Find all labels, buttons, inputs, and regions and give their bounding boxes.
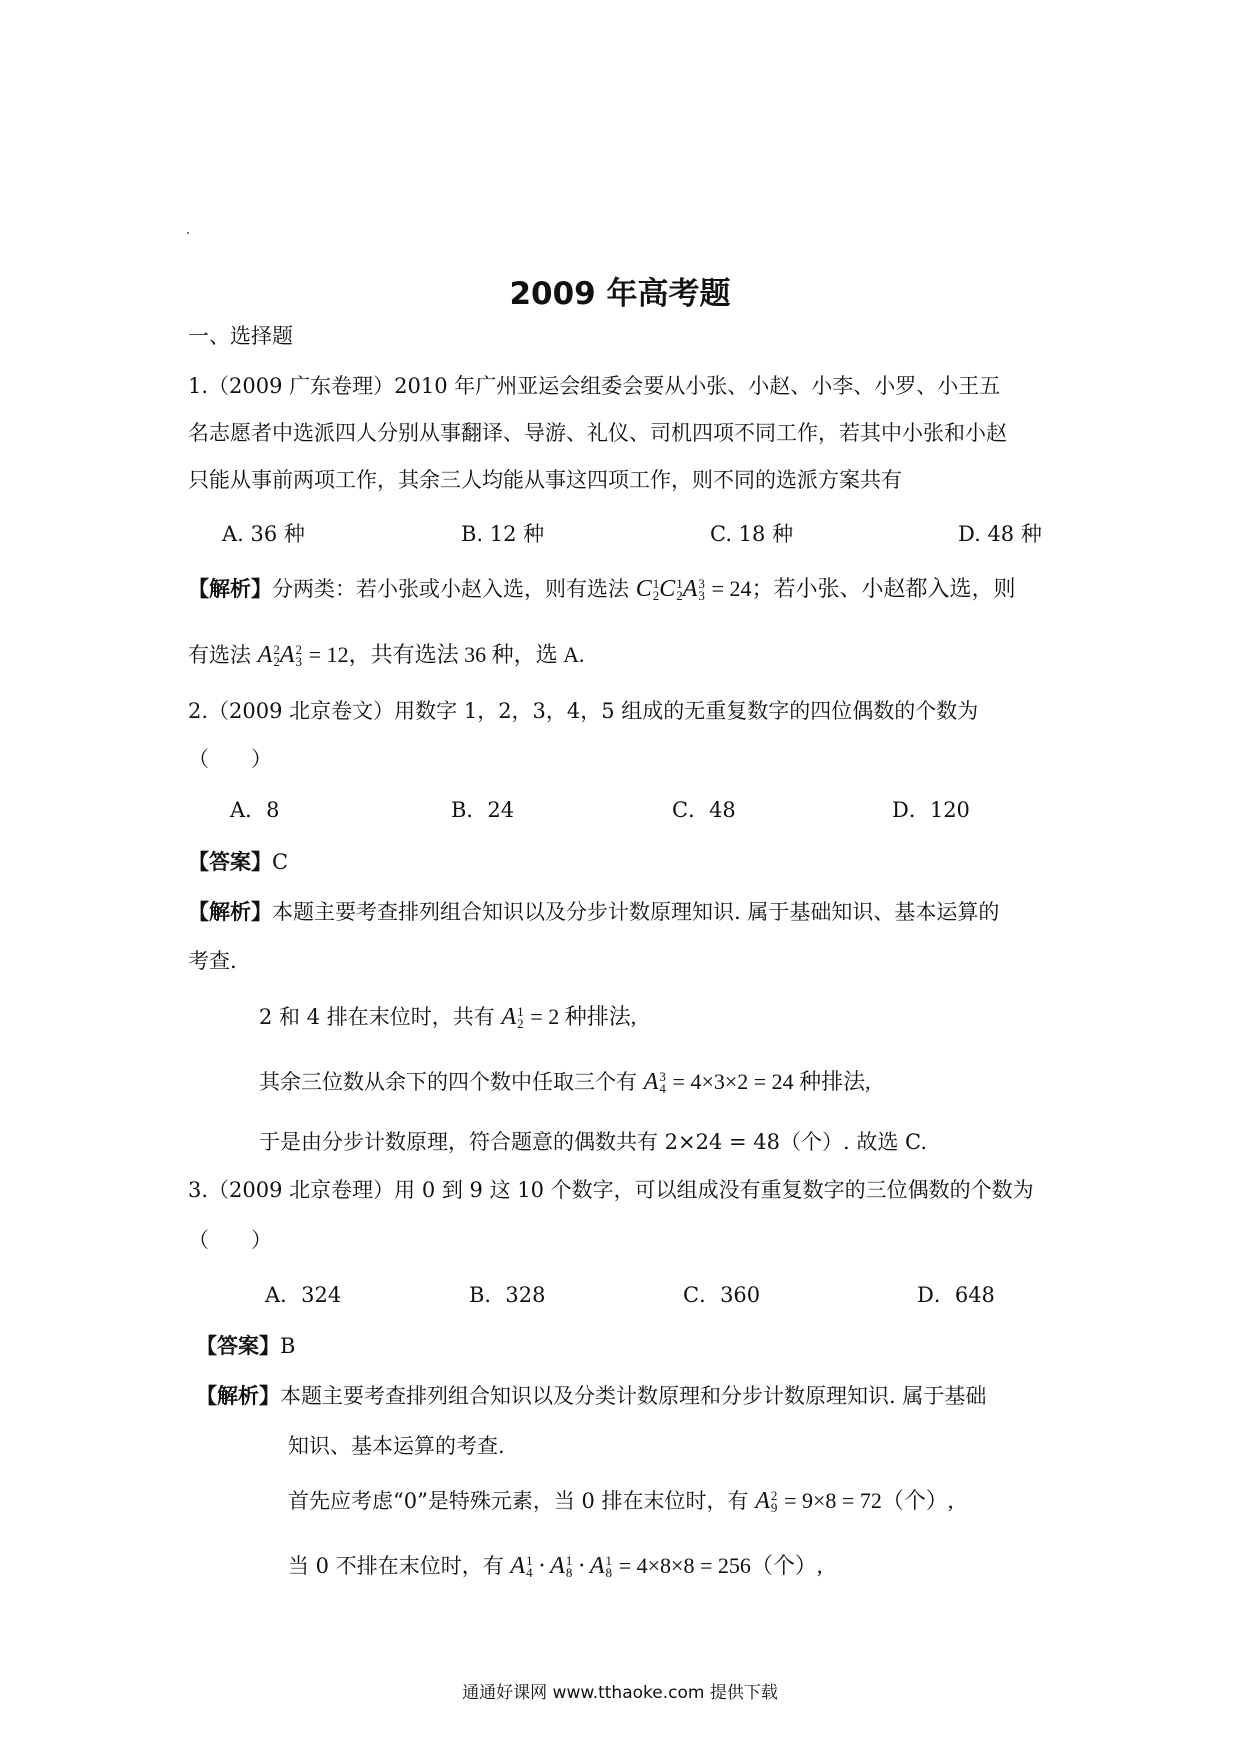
math-formula: C 1 2 C 1 2 A 3 3 xyxy=(635,576,705,604)
analysis-label: 【解析】 xyxy=(196,1383,280,1408)
math-formula: A 3 4 xyxy=(643,1069,666,1097)
scan-speck xyxy=(187,232,189,234)
q3-option-d: D．648 xyxy=(917,1283,995,1307)
q3-analysis-text: 本题主要考查排列组合知识以及分类计数原理和分步计数原理知识. 属于基础 xyxy=(280,1384,987,1408)
q2-step-2-text-b: = 4×3×2 = 24 种排法, xyxy=(672,1069,871,1094)
q1-line-1: 1.（2009 广东卷理）2010 年广州亚运会组委会要从小张、小赵、小李、小罗、小王五 xyxy=(188,374,1001,398)
analysis-label: 【解析】 xyxy=(188,576,272,601)
q1-analysis-text-a: 分两类：若小张或小赵入选，则有选法 xyxy=(272,577,629,601)
q2-option-b: B．24 xyxy=(451,798,515,822)
math-formula: A 1 4 · A 1 8 · A 1 8 xyxy=(510,1553,613,1581)
q3-step-1 xyxy=(288,1487,953,1515)
q3-line-1: 3.（2009 北京卷理）用 0 到 9 这 10 个数字，可以组成没有重复数字的三位偶数的个数为 xyxy=(188,1178,1034,1202)
q1-analysis-line-2 xyxy=(188,641,585,669)
q2-analysis-line-2: 考查. xyxy=(188,949,237,973)
q2-analysis-line-1 xyxy=(188,898,999,926)
q3-step-1-text-b: = 9×8 = 72（个）, xyxy=(784,1488,954,1513)
q3-analysis-line-2: 知识、基本运算的考查. xyxy=(288,1434,505,1458)
answer-value: C xyxy=(272,850,289,874)
math-formula: A 2 9 xyxy=(755,1488,778,1516)
q2-step-1 xyxy=(259,1003,636,1031)
q3-line-2: （ ） xyxy=(188,1228,272,1252)
q2-option-a: A．8 xyxy=(230,798,280,822)
answer-label: 【答案】 xyxy=(188,849,272,874)
q3-option-b: B．328 xyxy=(469,1283,546,1307)
q3-answer xyxy=(196,1332,295,1360)
q1-analysis-line-1 xyxy=(188,575,1016,603)
q1-option-a: A. 36 种 xyxy=(222,522,305,546)
q3-analysis-line-1 xyxy=(196,1382,986,1410)
q3-step-1-text-a: 首先应考虑“0”是特殊元素，当 0 排在末位时，有 xyxy=(288,1489,749,1513)
q2-option-c: C．48 xyxy=(672,798,736,822)
q1-analysis-text-c: 有选法 xyxy=(188,643,251,667)
section-heading: 一、选择题 xyxy=(188,324,293,348)
q2-step-3: 于是由分步计数原理，符合题意的偶数共有 2×24 = 48（个）. 故选 C. xyxy=(259,1130,928,1154)
q2-answer xyxy=(188,848,288,876)
q1-analysis-text-d: = 12，共有选法 36 种，选 A. xyxy=(308,642,585,667)
page-footer: 通通好课网 www.tthaoke.com 提供下载 xyxy=(462,1683,778,1703)
q3-step-2 xyxy=(288,1552,822,1580)
math-formula: A 1 2 xyxy=(501,1004,524,1032)
q2-step-1-text-a: 2 和 4 排在末位时，共有 xyxy=(259,1005,495,1029)
q1-option-c: C. 18 种 xyxy=(710,522,794,546)
q1-analysis-text-b: = 24；若小张、小赵都入选，则 xyxy=(711,576,1016,601)
q3-option-a: A．324 xyxy=(265,1283,342,1307)
answer-value: B xyxy=(280,1334,296,1358)
q2-line-2: （ ） xyxy=(188,747,272,771)
q3-step-2-text-a: 当 0 不排在末位时，有 xyxy=(288,1554,504,1578)
q3-option-c: C．360 xyxy=(683,1283,761,1307)
q2-step-1-text-b: = 2 种排法, xyxy=(530,1004,637,1029)
math-formula: A 2 2 A 2 3 xyxy=(257,642,303,670)
analysis-label: 【解析】 xyxy=(188,899,272,924)
q2-step-2 xyxy=(259,1068,871,1096)
q2-option-d: D．120 xyxy=(892,798,970,822)
page-title: 2009 年高考题 xyxy=(509,276,731,312)
q1-option-d: D. 48 种 xyxy=(958,522,1042,546)
q1-option-b: B. 12 种 xyxy=(461,522,545,546)
q1-line-3: 只能从事前两项工作，其余三人均能从事这四项工作，则不同的选派方案共有 xyxy=(188,468,902,492)
q2-analysis-text: 本题主要考查排列组合知识以及分步计数原理知识. 属于基础知识、基本运算的 xyxy=(272,900,1000,924)
q1-line-2: 名志愿者中选派四人分别从事翻译、导游、礼仪、司机四项不同工作，若其中小张和小赵 xyxy=(188,421,1007,445)
answer-label: 【答案】 xyxy=(196,1333,280,1358)
q2-step-2-text-a: 其余三位数从余下的四个数中任取三个有 xyxy=(259,1070,637,1094)
q3-step-2-text-b: = 4×8×8 = 256（个）, xyxy=(618,1553,823,1578)
q2-line-1: 2.（2009 北京卷文）用数字 1，2，3，4，5 组成的无重复数字的四位偶数的个数为 xyxy=(188,699,979,723)
